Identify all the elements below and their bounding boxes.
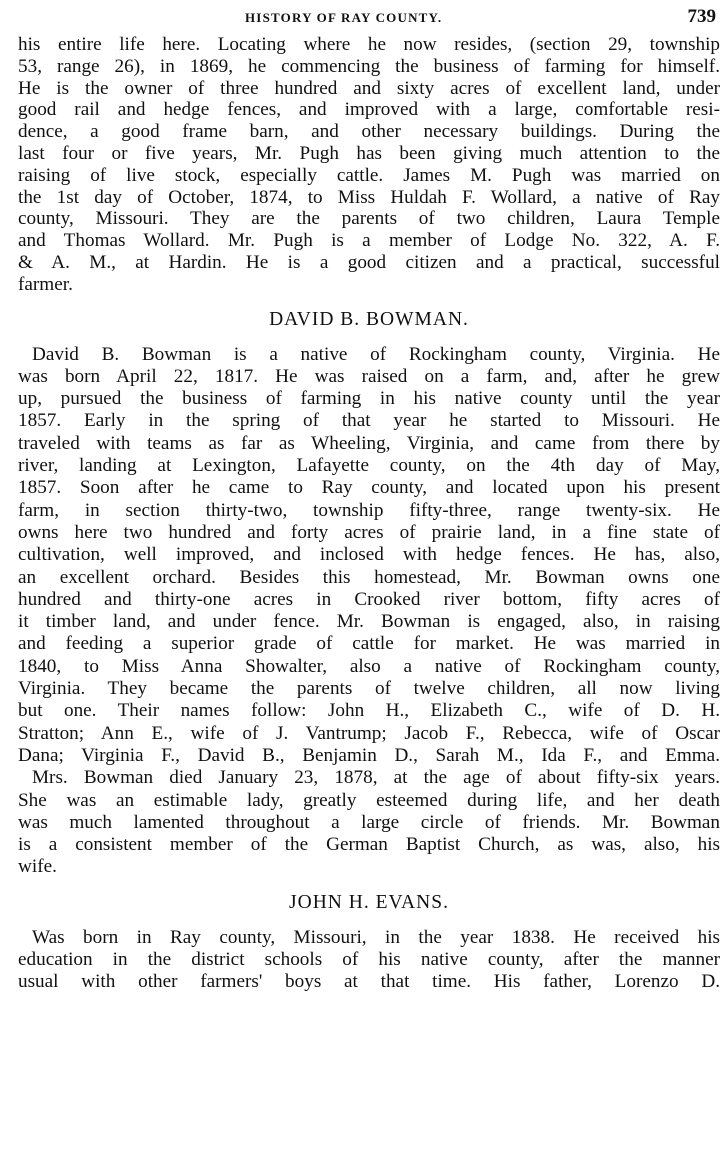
text-line: farmer.	[18, 273, 73, 295]
text-line: Was born in Ray county, Missouri, in the year 1838. He received his	[32, 926, 720, 948]
text-line: county, Missouri. They are the parents of two children, Laura Temple	[18, 208, 720, 230]
text-line: but one. Their names follow: John H., Elizabeth C., wife of D. H.	[18, 700, 720, 722]
page-body	[18, 34, 720, 994]
text-line: She was an estimable lady, greatly esteemed during life, and her death	[18, 789, 720, 811]
section	[18, 309, 720, 879]
text-line: education in the district schools of his native county, after the manner	[18, 948, 720, 970]
text-line: Dana; Virginia F., David B., Benjamin D., Sarah M., Ida F., and Emma.	[18, 744, 720, 766]
text-line: is a consistent member of the German Baptist Church, as was, also, his	[18, 834, 720, 856]
text-line: 1840, to Miss Anna Showalter, also a native of Rockingham county,	[18, 655, 720, 677]
text-line: was born April 22, 1817. He was raised on a farm, and, after he grew	[18, 365, 720, 387]
text-line: & A. M., at Hardin. He is a good citizen and a practical, successful	[18, 251, 720, 273]
paragraph	[18, 344, 720, 768]
text-line: David B. Bowman is a native of Rockingham county, Virginia. He	[32, 343, 720, 365]
text-line: farm, in section thirty-two, township fifty-three, range twenty-six. He	[18, 499, 720, 521]
text-line: and feeding a superior grade of cattle for market. He was married in	[18, 633, 720, 655]
page-number: 739	[687, 6, 716, 27]
text-line: river, landing at Lexington, Lafayette county, on the 4th day of May,	[18, 455, 720, 477]
section	[18, 34, 720, 296]
text-line: 1857. Soon after he came to Ray county, and located upon his present	[18, 477, 720, 499]
text-line: last four or five years, Mr. Pugh has been giving much attention to the	[18, 142, 720, 164]
text-line: his entire life here. Locating where he now resides, (section 29, township	[18, 34, 720, 55]
text-line: traveled with teams as far as Wheeling, Virginia, and came from there by	[18, 432, 720, 454]
text-line: dence, a good frame barn, and other necessary buildings. During the	[18, 121, 720, 143]
section	[18, 892, 720, 994]
running-title: HISTORY OF RAY COUNTY.	[245, 10, 443, 25]
paragraph	[18, 927, 720, 994]
paragraph	[18, 34, 720, 296]
text-line: and Thomas Wollard. Mr. Pugh is a member of Lodge No. 322, A. F.	[18, 230, 720, 252]
text-line: 1857. Early in the spring of that year he started to Missouri. He	[18, 410, 720, 432]
text-line: good rail and hedge fences, and improved with a large, comfortable resi-	[18, 99, 720, 121]
text-line: an excellent orchard. Besides this homestead, Mr. Bowman owns one	[18, 566, 720, 588]
text-line: was much lamented throughout a large circle of friends. Mr. Bowman	[18, 811, 720, 833]
text-line: cultivation, well improved, and inclosed with hedge fences. He has, also,	[18, 544, 720, 566]
text-line: the 1st day of October, 1874, to Miss Huldah F. Wollard, a native of Ray	[18, 186, 720, 208]
text-line: it timber land, and under fence. Mr. Bowman is engaged, also, in raising	[18, 611, 720, 633]
text-line: usual with other farmers' boys at that time. His father, Lorenzo D.	[18, 971, 720, 993]
section-heading: DAVID B. BOWMAN.	[269, 308, 469, 330]
paragraph	[18, 767, 720, 878]
text-line: He is the owner of three hundred and sixty acres of excellent land, under	[18, 77, 720, 99]
section-heading: JOHN H. EVANS.	[289, 891, 449, 913]
text-line: raising of live stock, especially cattle. James M. Pugh was married on	[18, 164, 720, 186]
text-line: wife.	[18, 856, 57, 878]
page-header	[20, 6, 720, 28]
text-line: up, pursued the business of farming in his native county until the year	[18, 388, 720, 410]
text-line: owns here two hundred and forty acres of prairie land, in a fine state of	[18, 521, 720, 543]
text-line: Stratton; Ann E., wife of J. Vantrump; Jacob F., Rebecca, wife of Oscar	[18, 722, 720, 744]
text-line: Virginia. They became the parents of twelve children, all now living	[18, 678, 720, 700]
text-line: hundred and thirty-one acres in Crooked river bottom, fifty acres of	[18, 588, 720, 610]
text-line: Mrs. Bowman died January 23, 1878, at the age of about fifty-six years.	[32, 767, 720, 789]
text-line: 53, range 26), in 1869, he commencing the business of farming for himself.	[18, 55, 720, 77]
